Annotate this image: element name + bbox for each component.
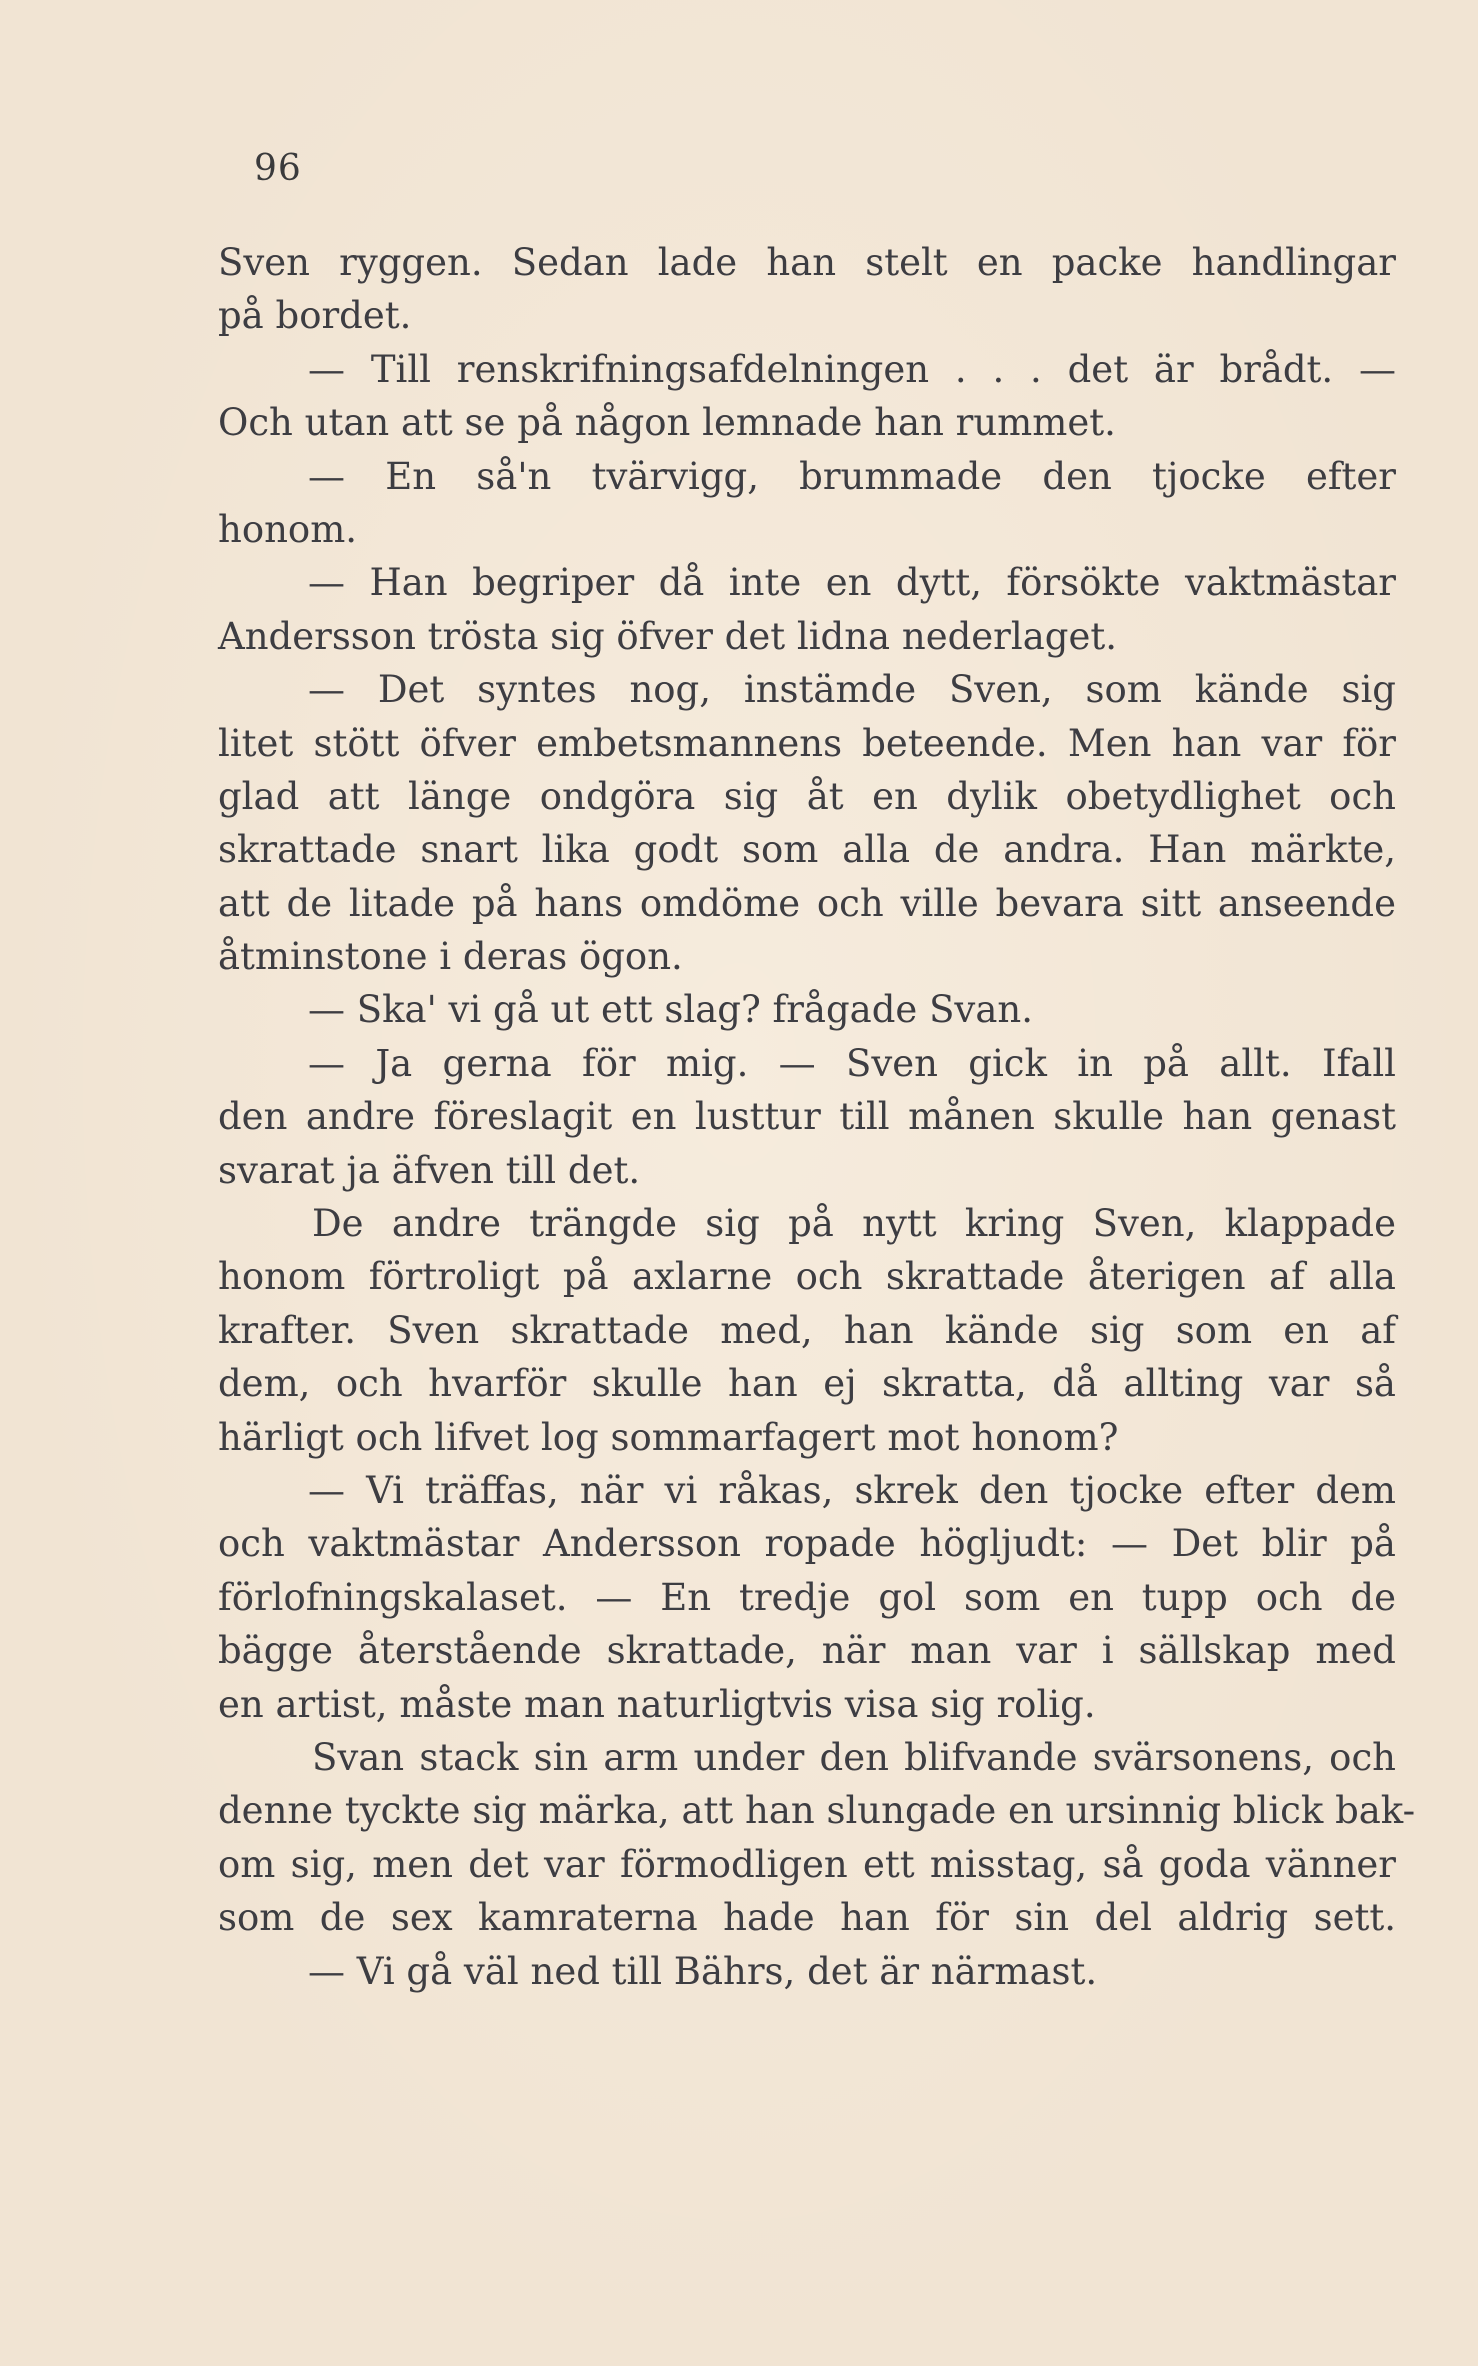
text-line: Sven ryggen. Sedan lade han stelt en packe handlingar [218,241,1396,284]
text-line: åtminstone i deras ögon. [218,935,683,979]
text-line: och vaktmästar Andersson ropade högljudt: — Det blir på [218,1522,1396,1566]
text-line: litet stött öfver embetsmannens beteende. Men han var för [218,721,1396,765]
text-line: glad att länge ondgöra sig åt en dylik obetydlighet och [218,774,1396,818]
text-line: Andersson trösta sig öfver det lidna nederlaget. [218,614,1117,658]
text-line: som de sex kamraterna hade han för sin del aldrig sett. [218,1896,1396,1940]
text-line: — Vi träffas, när vi råkas, skrek den tjocke efter dem [308,1468,1396,1512]
text-line: Svan stack sin arm under den blifvande svärsonens, och [312,1735,1396,1779]
text-line: härligt och lifvet log sommarfagert mot honom? [218,1415,1119,1459]
text-line: — Ja gerna för mig. — Sven gick in på allt. Ifall [308,1041,1396,1085]
text-line: svarat ja äfven till det. [218,1148,641,1192]
page-number: 96 [254,148,302,189]
text-line: — Vi gå väl ned till Bährs, det är närmast. [308,1949,1098,1993]
text-line: De andre trängde sig på nytt kring Sven, klappade [312,1202,1396,1246]
text-line: på bordet. [218,294,412,338]
text-line: förlofningskalaset. — En tredje gol som en tupp och de [218,1575,1396,1619]
body-text [218,236,1416,1998]
text-line: — Till renskrifningsafdelningen . . . det är brådt. — [308,347,1396,391]
text-line: dem, och hvarför skulle han ej skratta, då allting var så [218,1362,1396,1406]
text-line: honom förtroligt på axlarne och skrattade återigen af alla [218,1255,1396,1299]
text-line: bägge återstående skrattade, när man var i sällskap med [218,1629,1396,1673]
text-line: skrattade snart lika godt som alla de andra. Han märkte, [218,828,1396,872]
text-line: att de litade på hans omdöme och ville bevara sitt anseende [218,881,1396,925]
text-line: den andre föreslagit en lusttur till månen skulle han genast [218,1095,1396,1139]
text-line: — Det syntes nog, instämde Sven, som kände sig [308,668,1396,712]
text-line: Och utan att se på någon lemnade han rummet. [218,401,1116,445]
text-line: en artist, måste man naturligtvis visa sig rolig. [218,1682,1096,1726]
text-line: denne tyckte sig märka, att han slungade en ursinnig blick bak- [218,1789,1416,1833]
text-line: honom. [218,507,358,551]
text-line: — Ska' vi gå ut ett slag? frågade Svan. [308,988,1033,1032]
text-line: — Han begriper då inte en dytt, försökte vaktmästar [308,561,1396,605]
text-line: om sig, men det var förmodligen ett misstag, så goda vänner [218,1842,1396,1886]
text-line: krafter. Sven skrattade med, han kände sig som en af [218,1308,1396,1352]
text-line: — En så'n tvärvigg, brummade den tjocke efter [308,454,1396,498]
